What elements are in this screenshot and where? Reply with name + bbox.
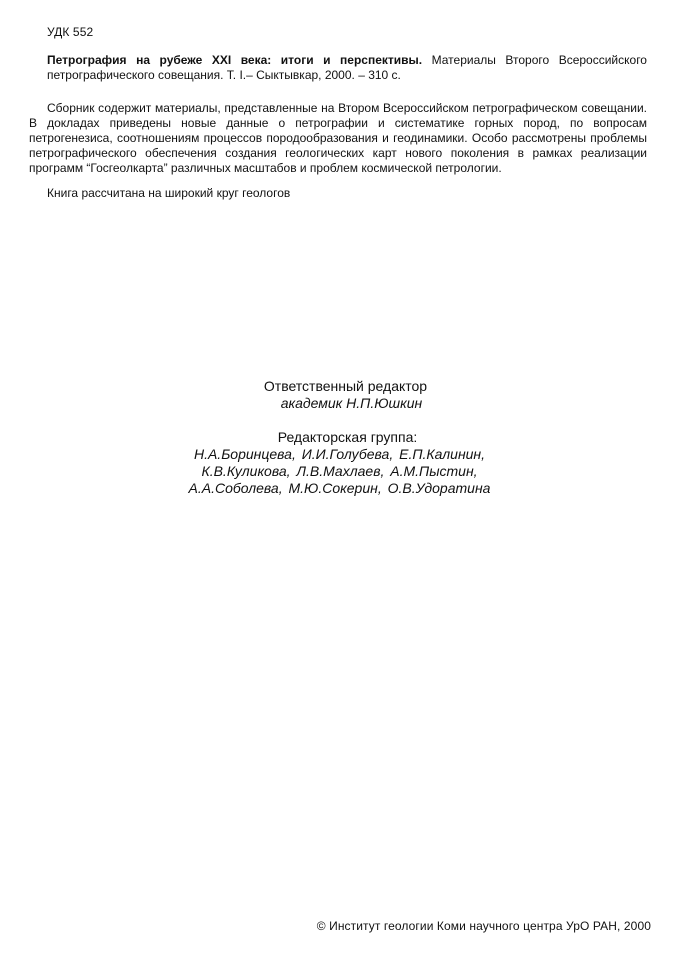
editorial-group-line: К.В.Куликова, Л.В.Махлаев, А.М.Пыстин,	[201, 463, 478, 479]
editorial-group-label: Редакторская группа:	[277, 429, 418, 445]
audience-note: Книга рассчитана на широкий круг геологов	[47, 186, 291, 200]
editorial-group-line: А.А.Соболева, М.Ю.Сокерин, О.В.Удоратина	[188, 480, 491, 496]
bibliographic-description	[47, 53, 647, 83]
responsible-editor-name: академик Н.П.Юшкин	[280, 395, 423, 411]
copyright-notice: © Институт геологии Коми научного центра УрО РАН, 2000	[316, 919, 651, 933]
responsible-editor-label: Ответственный редактор	[263, 378, 428, 394]
abstract-paragraph: Сборник содержит материалы, представленные на Втором Всероссийском петрографическом совещании. В докладах приведены новые данные о петрографии и систематике горных пород, по вопросам петрогенезиса, соотношениям процессов породообразования и геодинамики. Особо рассмотрены проблемы петрографического обеспечения создания геологических карт нового поколения в рамках реализации программ “Госгеолкарта” различных масштабов и проблем космической петрологии.	[29, 101, 647, 175]
udk-code: УДК 552	[47, 25, 94, 39]
book-title: Петрография на рубеже XXI века: итоги и перспективы.	[47, 53, 423, 67]
editorial-group-block	[0, 429, 679, 497]
responsible-editor-block	[0, 378, 679, 412]
book-publication-details: Материалы Второго Всероссийского петрографического совещания. Т. I.– Сыктывкар, 2000. – 310 с.	[47, 53, 647, 82]
editorial-group-line: Н.А.Боринцева, И.И.Голубева, Е.П.Калинин,	[193, 446, 486, 462]
